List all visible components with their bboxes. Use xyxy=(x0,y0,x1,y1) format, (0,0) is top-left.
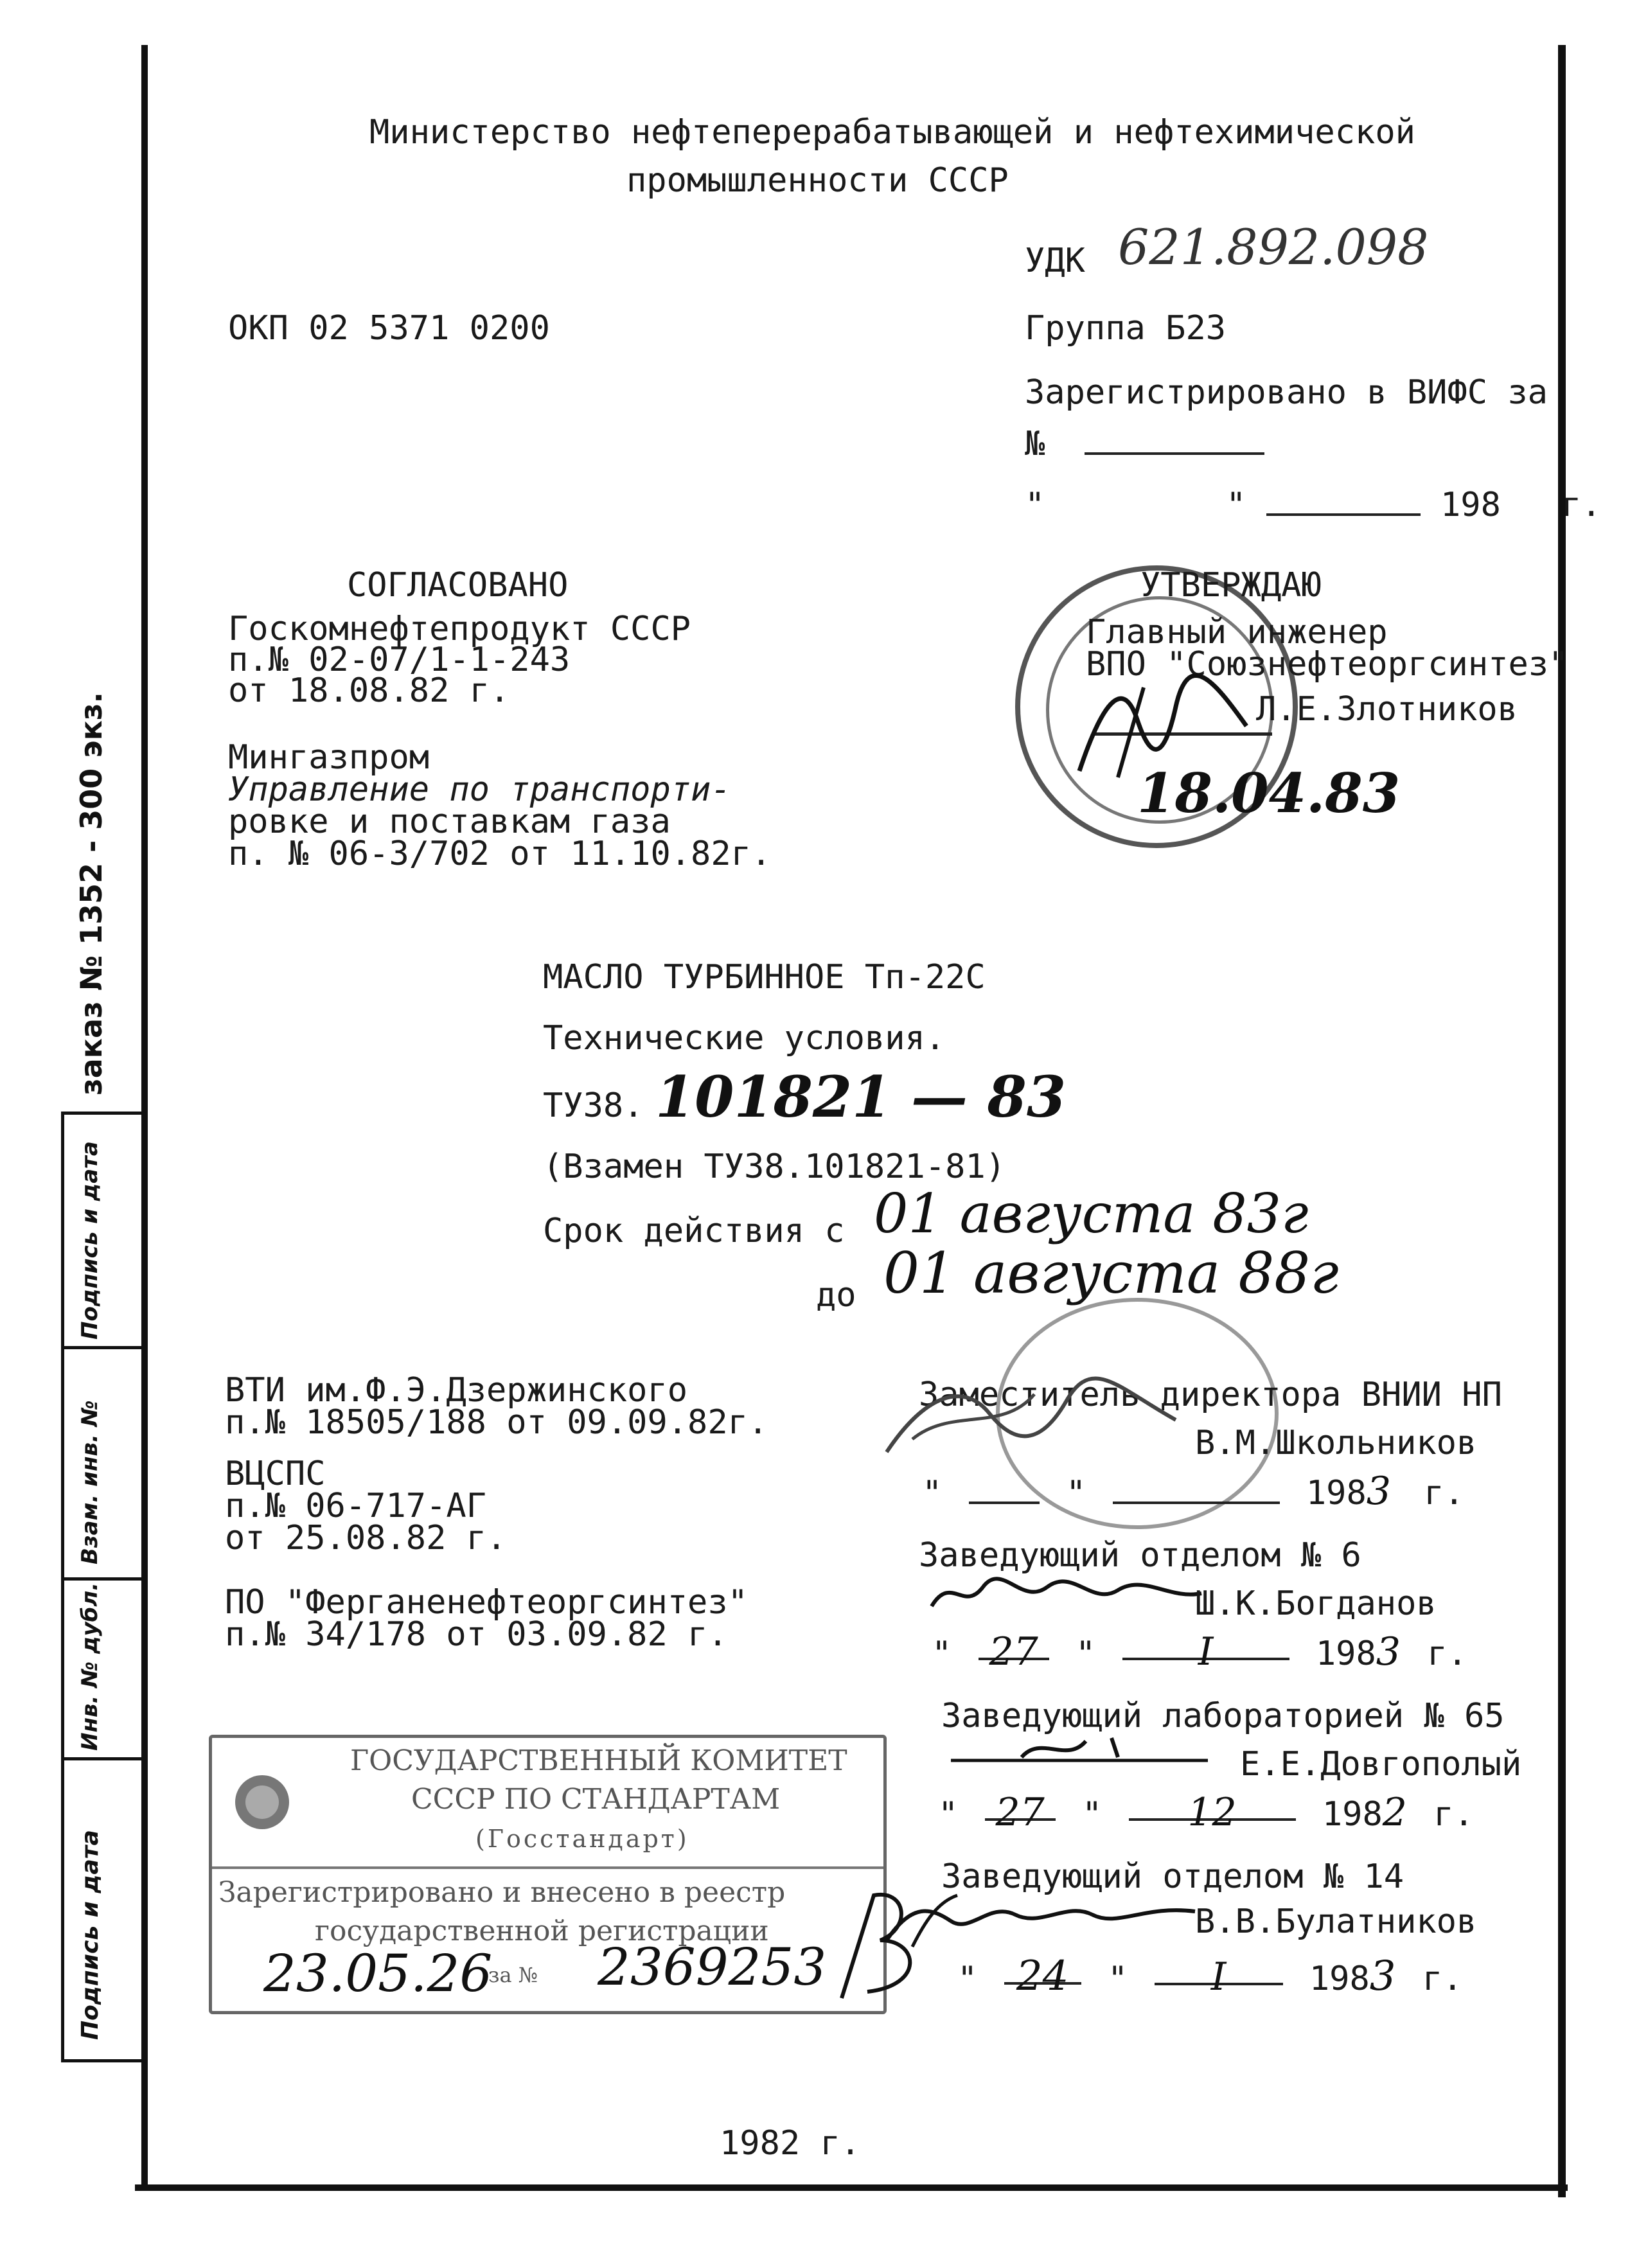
stamp-line2: СССР ПО СТАНДАРТАМ xyxy=(411,1783,781,1816)
registered-date-quotes: " " xyxy=(1025,486,1246,524)
signatory-3-year-hw: 2 xyxy=(1382,1790,1407,1835)
ministry-line-1: Министерство нефтеперерабатывающей и нефтехимической xyxy=(369,113,1415,152)
signatory-3-quote-close: " xyxy=(1081,1795,1103,1834)
agreed-org2-line3: ровке и поставкам газа xyxy=(228,802,671,841)
approve-line3: Л.Е.Злотников xyxy=(1256,690,1518,729)
ministry-line-2: промышленности СССР xyxy=(626,161,1009,200)
group-code: Группа Б23 xyxy=(1025,309,1227,348)
registered-number-row xyxy=(1025,424,1264,464)
signatory-4-year: 198 xyxy=(1309,1960,1370,1998)
signatory-2-quote-open: " xyxy=(932,1635,952,1673)
udk-value: 621.892.098 xyxy=(1118,218,1429,276)
agreed-org1-line1: Госкомнефтепродукт СССР xyxy=(228,610,691,648)
registered-label: Зарегистрировано в ВИФС за xyxy=(1025,373,1548,412)
validity-from: 01 августа 83г xyxy=(874,1182,1309,1245)
validity-to-label: до xyxy=(816,1276,856,1315)
order-info: заказ № 1352 - 300 экз. xyxy=(74,691,109,1095)
signatory-2-year-hw: 3 xyxy=(1376,1629,1401,1674)
agreed-org2-line1: Мингазпром xyxy=(228,738,430,777)
side-cell-inv-dubl: Инв. № дубл. xyxy=(77,1582,103,1751)
gosstandart-registration-stamp xyxy=(209,1735,887,2014)
validity-to: 01 августа 88г xyxy=(883,1240,1339,1306)
approve-line2: ВПО "Союзнефтеоргсинтез" xyxy=(1086,645,1569,684)
stamp-number-prefix: за № xyxy=(488,1963,538,1987)
gosstandart-emblem-icon xyxy=(230,1770,294,1834)
signatory-3-date xyxy=(938,1790,1474,1835)
signatory-2-day: 27 xyxy=(979,1632,1049,1660)
product-name: МАСЛО ТУРБИННОЕ Тп-22С xyxy=(543,958,986,997)
vcsps-line1: ВЦСПС xyxy=(225,1455,326,1493)
signatory-2-year-end: г. xyxy=(1427,1635,1467,1673)
signatory-4-year-end: г. xyxy=(1422,1960,1463,1998)
signatory-2-name: Ш.К.Богданов xyxy=(1195,1584,1437,1623)
stamp-divider xyxy=(212,1866,883,1869)
signatory-4-day: 24 xyxy=(1004,1956,1081,1985)
signatory-1-title: Заместитель директора ВНИИ НП xyxy=(919,1376,1502,1414)
tu-number: 101821 — 83 xyxy=(655,1063,1067,1130)
agreed-title: СОГЛАСОВАНО xyxy=(347,566,569,605)
product-subtitle: Технические условия. xyxy=(543,1019,946,1058)
signatory-1-date xyxy=(922,1471,1464,1513)
signatory-3-month: 12 xyxy=(1129,1793,1296,1821)
approve-line1: Главный инженер xyxy=(1086,613,1388,651)
side-divider xyxy=(64,1757,145,1760)
stamp-line3: (Госстандарт) xyxy=(475,1825,689,1853)
signatory-3-quote-open: " xyxy=(938,1795,959,1834)
stamp-line5: государственной регистрации xyxy=(315,1915,769,1947)
signatory-1-quote-open: " xyxy=(922,1474,943,1512)
approve-title: УТВЕРЖДАЮ xyxy=(1140,566,1322,605)
side-cell-signature-date-bottom: Подпись и дата xyxy=(77,1830,103,2040)
agreed-org1-line3: от 18.08.82 г. xyxy=(228,671,510,710)
signatory-1-day xyxy=(969,1476,1040,1504)
signatory-4-date xyxy=(957,1953,1463,2000)
signatory-4-quote-open: " xyxy=(957,1960,978,1998)
agreed-org2-line2: Управление по транспорти- xyxy=(228,770,731,809)
signatory-2-date xyxy=(932,1629,1467,1674)
stamp-signature xyxy=(829,1883,944,2011)
side-cell-signature-date-top: Подпись и дата xyxy=(77,1141,103,1340)
signatory-2-quote-close: " xyxy=(1075,1635,1096,1673)
registered-date-blank xyxy=(1266,488,1421,516)
signatory-1-quote-close: " xyxy=(1065,1474,1086,1512)
tu-prefix: ТУ38. xyxy=(543,1086,644,1125)
vcsps-line3: от 25.08.82 г. xyxy=(225,1519,507,1557)
approve-date: 18.04.83 xyxy=(1137,761,1401,825)
agreed-org1-line2: п.№ 02-07/1-1-243 xyxy=(228,641,571,679)
signatory-1-signature xyxy=(874,1369,1195,1471)
validity-label: Срок действия с xyxy=(543,1212,845,1250)
signatory-4-year-hw: 3 xyxy=(1369,1953,1396,2000)
stamp-line4: Зарегистрировано и внесено в реестр xyxy=(218,1876,786,1909)
udk-label: УДК xyxy=(1025,242,1085,280)
signatory-3-title: Заведующий лабораторией № 65 xyxy=(941,1697,1505,1735)
frame-right-border xyxy=(1558,45,1566,2197)
signatory-2-year: 198 xyxy=(1315,1635,1376,1673)
signatory-2-month: I xyxy=(1122,1632,1289,1660)
vti-line1: ВТИ им.Ф.Э.Дзержинского xyxy=(225,1371,688,1410)
fergana-line2: п.№ 34/178 от 03.09.82 г. xyxy=(225,1615,728,1654)
registered-date-row xyxy=(1025,485,1601,525)
signatory-4-title: Заведующий отделом № 14 xyxy=(941,1857,1404,1896)
signatory-3-year: 198 xyxy=(1322,1795,1383,1834)
stamp-line1: ГОСУДАРСТВЕННЫЙ КОМИТЕТ xyxy=(350,1744,847,1777)
registered-year: 198 г. xyxy=(1440,486,1602,524)
registered-number-label: № xyxy=(1025,425,1045,463)
signatory-4-name: В.В.Булатников xyxy=(1195,1902,1477,1941)
stamp-number: 2369253 xyxy=(598,1937,827,1997)
registered-number-blank xyxy=(1085,427,1264,455)
replaces-tu: (Взамен ТУ38.101821-81) xyxy=(543,1147,1006,1186)
signatory-3-year-end: г. xyxy=(1433,1795,1474,1834)
side-cell-vzam-inv: Взам. инв. № xyxy=(77,1400,103,1564)
signatory-3-name: Е.Е.Довгополый xyxy=(1240,1745,1522,1784)
side-divider xyxy=(64,1577,145,1581)
signatory-2-signature xyxy=(925,1568,1208,1626)
fergana-line1: ПО "Ферганенефтеоргсинтез" xyxy=(225,1583,748,1622)
signatory-1-year-hw: 3 xyxy=(1366,1469,1391,1514)
signatory-4-month: I xyxy=(1155,1957,1283,1985)
signatory-1-name: В.М.Школьников xyxy=(1195,1424,1477,1462)
okp-code: ОКП 02 5371 0200 xyxy=(228,309,550,348)
signatory-1-year-end: г. xyxy=(1424,1474,1464,1512)
stamp-date: 23.05.26 xyxy=(263,1944,493,2003)
footer-year: 1982 г. xyxy=(720,2124,861,2163)
signatory-1-year: 198 xyxy=(1306,1474,1367,1512)
side-divider xyxy=(64,1346,145,1349)
signatory-2-title: Заведующий отделом № 6 xyxy=(919,1536,1361,1575)
vcsps-line2: п.№ 06-717-АГ xyxy=(225,1487,486,1525)
frame-bottom-border xyxy=(135,2184,1568,2191)
signatory-4-quote-close: " xyxy=(1107,1960,1128,1998)
vti-line2: п.№ 18505/188 от 09.09.82г. xyxy=(225,1403,768,1442)
signatory-1-month xyxy=(1113,1476,1280,1504)
signatory-3-day: 27 xyxy=(985,1793,1056,1821)
signatory-3-signature xyxy=(938,1728,1221,1773)
side-margin-table xyxy=(61,1112,145,2062)
agreed-org2-line4: п. № 06-3/702 от 11.10.82г. xyxy=(228,835,772,873)
